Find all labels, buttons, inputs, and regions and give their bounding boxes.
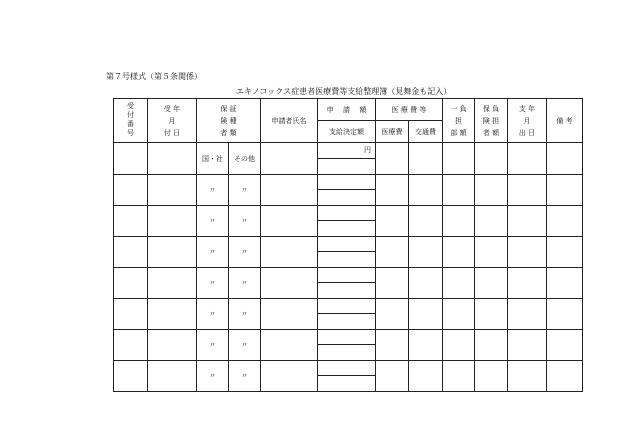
cell <box>376 237 409 268</box>
cell <box>261 330 318 361</box>
cell-ditto-mark: 〃 <box>197 330 229 361</box>
cell-ditto-mark: 〃 <box>229 361 261 392</box>
cell <box>443 237 475 268</box>
cell-ditto-mark: 〃 <box>229 330 261 361</box>
cell <box>318 237 376 268</box>
cell <box>508 268 547 299</box>
cell <box>376 330 409 361</box>
cell <box>148 175 197 206</box>
cell <box>547 330 583 361</box>
cell <box>376 206 409 237</box>
table-row <box>114 330 583 361</box>
table-row <box>114 361 583 392</box>
cell <box>475 299 508 330</box>
cell <box>547 175 583 206</box>
header-receipt-date-line: 付 日 <box>163 128 181 137</box>
header-payment-decision: 支給決定額 <box>318 121 376 143</box>
header-insurer-type <box>197 99 261 143</box>
header-insurer-line: 保 証 <box>220 104 237 113</box>
header-insurer-line: 者 類 <box>220 128 237 137</box>
cell-ditto-mark: 〃 <box>229 237 261 268</box>
cell <box>376 175 409 206</box>
cell <box>318 175 376 206</box>
cell <box>261 175 318 206</box>
cell-ditto-mark: 〃 <box>229 299 261 330</box>
header-payment-date <box>508 99 547 143</box>
cell <box>475 206 508 237</box>
cell <box>148 361 197 392</box>
form-number: 第７号様式（第５条関係） <box>106 72 202 81</box>
cell <box>261 237 318 268</box>
cell <box>443 299 475 330</box>
cell <box>409 299 443 330</box>
cell <box>376 299 409 330</box>
cell <box>443 175 475 206</box>
cell-ditto-mark: 〃 <box>229 175 261 206</box>
cell-ditto-mark: 〃 <box>197 268 229 299</box>
cell <box>318 361 376 392</box>
header-receipt-number-text: 受付番号 <box>126 101 135 138</box>
header-insurer-share-line: 者 額 <box>482 128 500 137</box>
header-claim-amount <box>318 99 376 121</box>
cell <box>547 361 583 392</box>
cell <box>114 268 148 299</box>
table-row <box>114 175 583 206</box>
table-row <box>114 206 583 237</box>
header-claim-char: 額 <box>359 105 367 114</box>
cell <box>148 143 197 175</box>
cell <box>547 268 583 299</box>
cell <box>148 330 197 361</box>
cell <box>508 206 547 237</box>
cell <box>443 330 475 361</box>
cell <box>318 299 376 330</box>
cell <box>443 143 475 175</box>
header-copay-line: 一 負 <box>450 104 467 113</box>
header-applicant-name: 申請者氏名 <box>261 99 318 143</box>
cell <box>475 361 508 392</box>
cell <box>318 330 376 361</box>
cell <box>409 143 443 175</box>
cell <box>261 206 318 237</box>
header-insurer-line: 険 種 <box>220 116 237 125</box>
cell-ditto-mark: 〃 <box>197 206 229 237</box>
cell <box>114 237 148 268</box>
header-medical-cost: 医療費 <box>376 121 409 143</box>
header-insurer-share <box>475 99 508 143</box>
cell <box>376 143 409 175</box>
table-row <box>114 299 583 330</box>
cell <box>443 268 475 299</box>
table-row <box>114 237 583 268</box>
cell-ditto-mark: 〃 <box>197 299 229 330</box>
header-receipt-date <box>148 99 197 143</box>
header-insurer-share-line: 保 負 <box>482 104 500 113</box>
cell <box>547 143 583 175</box>
cell <box>114 361 148 392</box>
cell <box>148 237 197 268</box>
cell <box>261 361 318 392</box>
header-receipt-date-line: 月 <box>168 116 176 125</box>
cell <box>508 299 547 330</box>
cell <box>148 206 197 237</box>
cell <box>114 330 148 361</box>
cell <box>508 361 547 392</box>
yen-unit: 円 <box>364 146 372 154</box>
header-copay-line: 部 額 <box>450 128 467 137</box>
table-row <box>114 143 583 175</box>
cell <box>547 299 583 330</box>
header-claim-char: 請 <box>343 105 350 114</box>
ledger-title: エキノコックス症患者医療費等支給整理簿（見舞金も記入） <box>236 87 452 96</box>
cell <box>261 268 318 299</box>
cell <box>508 330 547 361</box>
header-copay-line: 担 <box>455 116 463 125</box>
cell <box>318 268 376 299</box>
header-transport-cost: 交通費 <box>409 121 443 143</box>
cell <box>475 268 508 299</box>
cell <box>443 206 475 237</box>
cell <box>508 143 547 175</box>
cell <box>376 361 409 392</box>
cell <box>409 175 443 206</box>
cell <box>318 206 376 237</box>
header-payment-date-line: 月 <box>523 116 531 125</box>
header-medical-costs: 医 療 費 等 <box>376 99 443 121</box>
cell <box>547 237 583 268</box>
header-receipt-number <box>114 99 148 143</box>
cell <box>114 299 148 330</box>
cell <box>508 237 547 268</box>
cell <box>114 143 148 175</box>
cell-ditto-mark: 〃 <box>229 206 261 237</box>
header-payment-date-line: 支 年 <box>518 104 536 113</box>
cell <box>475 143 508 175</box>
cell-insurance-other: その他 <box>229 143 261 175</box>
header-receipt-date-line: 受 年 <box>163 104 181 113</box>
cell-insurance-national: 国・社 <box>197 143 229 175</box>
cell <box>475 237 508 268</box>
cell <box>547 206 583 237</box>
cell <box>409 206 443 237</box>
cell-ditto-mark: 〃 <box>197 361 229 392</box>
cell <box>443 361 475 392</box>
table-row <box>114 268 583 299</box>
cell <box>114 175 148 206</box>
cell-ditto-mark: 〃 <box>229 268 261 299</box>
cell <box>409 268 443 299</box>
cell <box>376 268 409 299</box>
cell <box>508 175 547 206</box>
cell <box>261 299 318 330</box>
header-copay <box>443 99 475 143</box>
cell <box>475 175 508 206</box>
cell-ditto-mark: 〃 <box>197 175 229 206</box>
cell <box>148 268 197 299</box>
cell <box>409 237 443 268</box>
payment-ledger-table <box>113 98 583 392</box>
header-payment-date-line: 出 日 <box>518 128 536 137</box>
cell-ditto-mark: 〃 <box>197 237 229 268</box>
cell <box>475 330 508 361</box>
cell <box>409 330 443 361</box>
cell <box>409 361 443 392</box>
cell <box>261 143 318 175</box>
header-remarks: 備 考 <box>547 99 583 143</box>
cell-amount <box>318 143 376 175</box>
cell <box>148 299 197 330</box>
header-claim-char: 申 <box>326 105 334 114</box>
cell <box>114 206 148 237</box>
header-insurer-share-line: 険 担 <box>482 116 500 125</box>
